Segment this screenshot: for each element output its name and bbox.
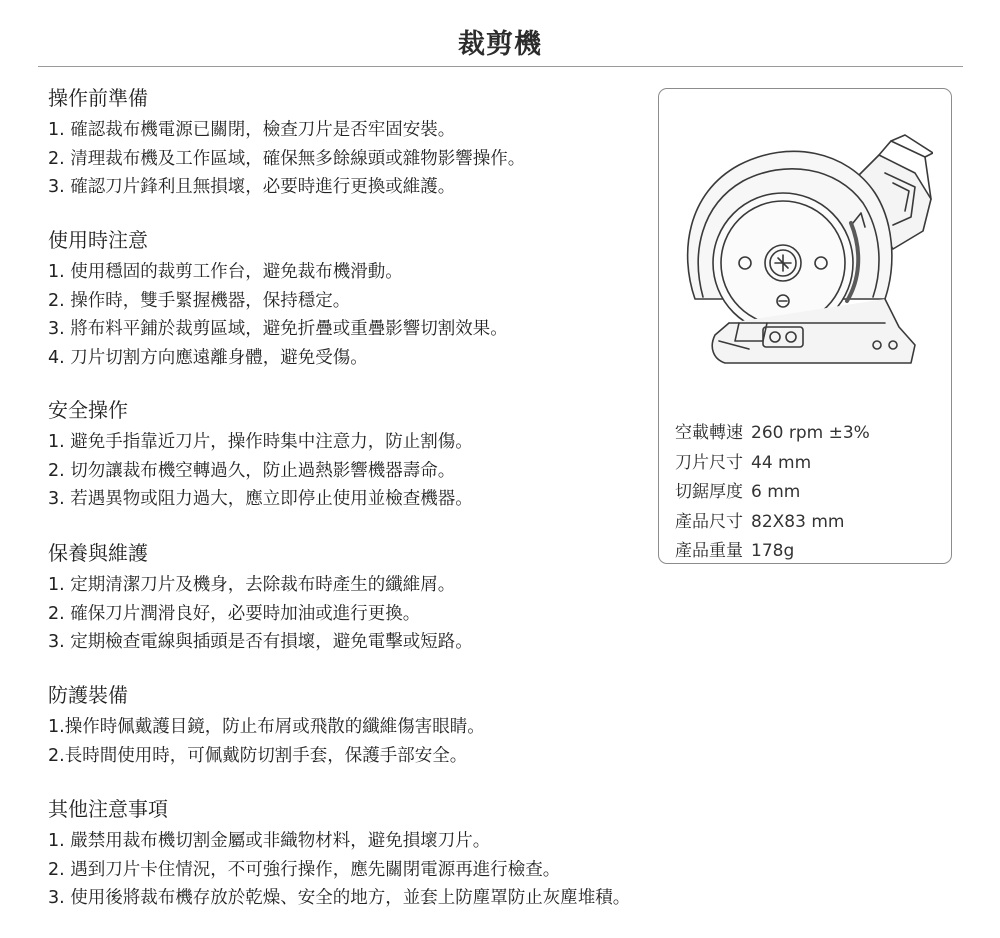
list-item: 3. 將布料平鋪於裁剪區域，避免折疊或重疊影響切割效果。 <box>48 319 508 339</box>
spec-row-cut-thickness <box>675 478 870 508</box>
page-title: 裁剪機 <box>458 29 542 60</box>
section-heading: 安全操作 <box>48 398 128 422</box>
section-other-notes <box>48 795 648 913</box>
list-item: 4. 刀片切割方向應遠離身體，避免受傷。 <box>48 347 368 368</box>
spec-row-product-size <box>675 508 870 538</box>
section-heading: 其他注意事項 <box>48 797 168 821</box>
list-item: 2. 清理裁布機及工作區域，確保無多餘線頭或雜物影響操作。 <box>48 148 526 169</box>
list-item: 1. 使用穩固的裁剪工作台，避免裁布機滑動。 <box>48 262 403 282</box>
list-item: 1. 避免手指靠近刀片，操作時集中注意力，防止割傷。 <box>48 432 473 452</box>
spec-row-blade-size <box>675 449 870 479</box>
spec-label: 切鋸厚度 <box>675 482 743 502</box>
spec-value: 44 mm <box>751 452 812 473</box>
spec-value: 178g <box>751 541 795 561</box>
section-maintenance <box>48 539 648 657</box>
list-item: 1. 定期清潔刀片及機身，去除裁布時產生的纖維屑。 <box>48 575 456 595</box>
list-item: 3. 定期檢查電線與插頭是否有損壞，避免電擊或短路。 <box>48 632 473 652</box>
spec-label: 產品重量 <box>675 541 743 561</box>
spec-value: 260 rpm ±3% <box>751 423 870 443</box>
spec-row-product-weight <box>675 537 870 567</box>
section-heading: 保養與維護 <box>48 541 148 565</box>
list-item: 2. 操作時，雙手緊握機器，保持穩定。 <box>48 290 351 311</box>
list-item: 3. 確認刀片鋒利且無損壞，必要時進行更換或維護。 <box>48 177 456 197</box>
spec-label: 刀片尺寸 <box>675 452 743 473</box>
spec-value: 82X83 mm <box>751 511 845 532</box>
section-protective-gear <box>48 681 648 770</box>
section-heading: 防護裝備 <box>48 683 128 707</box>
list-item: 1. 確認裁布機電源已關閉，檢查刀片是否牢固安裝。 <box>48 120 456 140</box>
product-spec-panel <box>658 88 952 564</box>
list-item: 2.長時間使用時，可佩戴防切割手套，保護手部安全。 <box>48 745 468 766</box>
list-item: 1. 嚴禁用裁布機切割金屬或非織物材料，避免損壞刀片。 <box>48 831 491 851</box>
section-safe-operation <box>48 396 648 514</box>
fabric-cutter-machine-icon <box>679 113 933 375</box>
spec-label: 產品尺寸 <box>675 511 743 532</box>
list-item: 1.操作時佩戴護目鏡，防止布屑或飛散的纖維傷害眼睛。 <box>48 717 485 737</box>
spec-row-no-load-speed <box>675 419 870 449</box>
list-item: 3. 使用後將裁布機存放於乾燥、安全的地方，並套上防塵罩防止灰塵堆積。 <box>48 888 631 908</box>
list-item: 2. 切勿讓裁布機空轉過久，防止過熱影響機器壽命。 <box>48 460 456 481</box>
section-heading: 使用時注意 <box>48 228 148 252</box>
list-item: 2. 遇到刀片卡住情況，不可強行操作，應先關閉電源再進行檢查。 <box>48 859 561 880</box>
spec-label: 空載轉速 <box>675 423 743 443</box>
section-heading: 操作前準備 <box>48 86 148 110</box>
spec-value: 6 mm <box>751 482 801 502</box>
spec-list <box>675 419 870 567</box>
list-item: 3. 若遇異物或阻力過大，應立即停止使用並檢查機器。 <box>48 489 473 509</box>
section-pre-operation <box>48 84 648 202</box>
section-usage-notes <box>48 226 648 372</box>
list-item: 2. 確保刀片潤滑良好，必要時加油或進行更換。 <box>48 603 421 624</box>
title-divider <box>38 66 963 67</box>
